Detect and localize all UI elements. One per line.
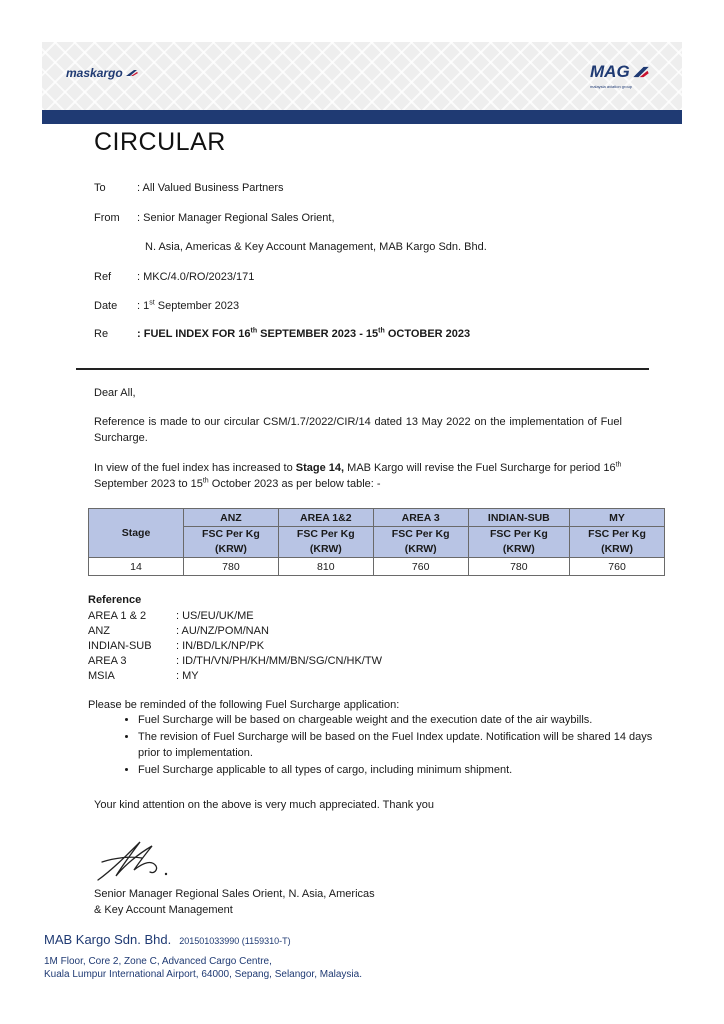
value-cell: 760	[570, 558, 665, 576]
value-cell: 760	[373, 558, 468, 576]
table-header-row	[89, 509, 665, 527]
reminder-list	[118, 712, 658, 779]
list-item: • Fuel Surcharge applicable to all types of cargo, including minimum shipment.	[138, 762, 658, 778]
fsc-header: FSC Per Kg (KRW)	[184, 527, 279, 558]
subject-line: : FUEL INDEX FOR 16th SEPTEMBER 2023 - 15th OCTOBER 2023	[137, 327, 471, 340]
area-header: MY	[570, 509, 665, 527]
company-name: MAB Kargo Sdn. Bhd.	[44, 932, 172, 947]
mag-logo: MAG	[590, 62, 650, 82]
fsc-header: FSC Per Kg (KRW)	[373, 527, 468, 558]
company-registration: 201501033990 (1159310-T)	[179, 936, 291, 946]
reference-code: AREA 1 & 2	[88, 610, 147, 622]
reference-title: Reference	[88, 594, 142, 606]
area-header: AREA 1&2	[278, 509, 373, 527]
mag-logo-mark-icon	[632, 65, 650, 79]
field-value: : 1st September 2023	[137, 299, 240, 312]
value-cell: 810	[278, 558, 373, 576]
field-value: : Senior Manager Regional Sales Orient,	[137, 212, 335, 224]
area-header: ANZ	[184, 509, 279, 527]
reference-code: MSIA	[88, 670, 115, 682]
list-item: • The revision of Fuel Surcharge will be based on the Fuel Index update. Notification will be shared 14 days prior to implementation.	[138, 729, 658, 761]
field-value: N. Asia, Americas & Key Account Management, MAB Kargo Sdn. Bhd.	[145, 241, 487, 253]
reference-code: ANZ	[88, 625, 110, 637]
header-bar	[42, 110, 682, 124]
list-item: • Fuel Surcharge will be based on chargeable weight and the execution date of the air waybills.	[138, 712, 658, 728]
reminder-intro: Please be reminded of the following Fuel Surcharge application:	[88, 699, 400, 711]
maskargo-logo-mark-icon	[125, 68, 139, 78]
paragraph-fuel-index: In view of the fuel index has increased to Stage 14, MAB Kargo will revise the Fuel Surcharge for period 16th September 2023 to 15th October 2023 as per below table: -	[94, 461, 622, 490]
reference-value: : MY	[176, 670, 199, 682]
field-key: From	[94, 212, 120, 224]
reference-value: : IN/BD/LK/NP/PK	[176, 640, 265, 652]
mag-logo-tagline: malaysia aviation group	[590, 84, 633, 89]
reference-value: : US/EU/UK/ME	[176, 610, 254, 622]
field-key: Date	[94, 300, 118, 312]
closing-text: Your kind attention on the above is very much appreciated. Thank you	[94, 799, 434, 811]
maskargo-logo: maskargo	[66, 66, 139, 80]
fsc-header: FSC Per Kg (KRW)	[570, 527, 665, 558]
area-header: INDIAN-SUB	[468, 509, 569, 527]
table-row	[89, 558, 665, 576]
fsc-header: FSC Per Kg (KRW)	[468, 527, 569, 558]
fsc-header: FSC Per Kg (KRW)	[278, 527, 373, 558]
stage-cell: 14	[89, 558, 184, 576]
signature-image	[94, 836, 184, 886]
field-key: To	[94, 182, 106, 194]
fuel-surcharge-table	[88, 508, 665, 576]
footer-address-line1: 1M Floor, Core 2, Zone C, Advanced Cargo Centre,	[44, 956, 272, 967]
reference-code: AREA 3	[88, 655, 127, 667]
reference-value: : ID/TH/VN/PH/KH/MM/BN/SG/CN/HK/TW	[176, 655, 382, 667]
field-value: : MKC/4.0/RO/2023/171	[137, 271, 255, 283]
field-key: Re	[94, 328, 109, 340]
footer-company	[44, 932, 291, 947]
greeting: Dear All,	[94, 387, 136, 399]
signatory-title-line2: & Key Account Management	[94, 904, 233, 916]
paragraph-reference: Reference is made to our circular CSM/1.7/2022/CIR/14 dated 13 May 2022 on the implementation of Fuel Surcharge.	[94, 416, 622, 444]
field-value: : All Valued Business Partners	[137, 182, 284, 194]
page-title: CIRCULAR	[94, 128, 226, 156]
footer-address-line2: Kuala Lumpur International Airport, 64000, Sepang, Selangor, Malaysia.	[44, 969, 362, 980]
value-cell: 780	[468, 558, 569, 576]
value-cell: 780	[184, 558, 279, 576]
signatory-title-line1: Senior Manager Regional Sales Orient, N. Asia, Americas	[94, 888, 375, 900]
field-key: Ref	[94, 271, 112, 283]
area-header: AREA 3	[373, 509, 468, 527]
divider	[76, 368, 649, 370]
stage-header: Stage	[89, 509, 184, 558]
reference-value: : AU/NZ/POM/NAN	[176, 625, 269, 637]
reference-code: INDIAN-SUB	[88, 640, 152, 652]
